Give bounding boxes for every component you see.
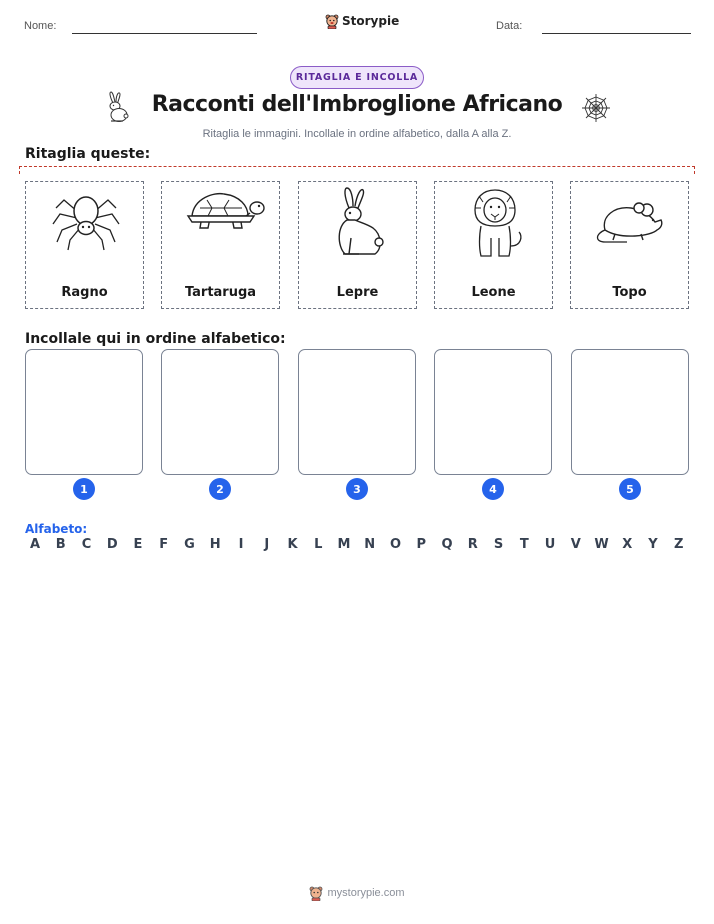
alphabet-letter: P	[416, 537, 427, 552]
alphabet-letter: B	[55, 537, 66, 552]
brand-name: Storypie	[342, 14, 400, 28]
paste-slot-3[interactable]	[298, 349, 416, 475]
mouse-icon	[571, 186, 690, 266]
card-label: Leone	[471, 285, 516, 300]
alphabet-letter: U	[544, 537, 556, 552]
lion-icon	[435, 186, 554, 266]
alphabet-letter: T	[519, 537, 529, 552]
alphabet-letter: D	[106, 537, 118, 552]
alphabet-letter: R	[467, 537, 478, 552]
alphabet-letter: Y	[648, 537, 658, 552]
cut-card-topo[interactable]	[570, 181, 689, 309]
cut-card-ragno[interactable]	[25, 181, 144, 309]
paste-slot-4[interactable]	[434, 349, 552, 475]
storypie-mascot-icon	[325, 13, 339, 29]
slot-number-2: 2	[209, 478, 231, 500]
alphabet-row	[25, 537, 689, 552]
alphabet-letter: J	[264, 537, 270, 552]
alphabet-letter: V	[570, 537, 581, 552]
date-line	[542, 33, 691, 34]
alphabet-letter: H	[209, 537, 221, 552]
date-label: Data:	[496, 20, 523, 32]
worksheet-header	[0, 0, 714, 40]
spiderweb-icon	[580, 92, 612, 124]
slot-number-5: 5	[619, 478, 641, 500]
card-label: Lepre	[336, 285, 379, 300]
footer	[0, 885, 714, 901]
alphabet-letter: S	[493, 537, 504, 552]
name-label: Nome:	[24, 20, 57, 32]
paste-slot-1[interactable]	[25, 349, 143, 475]
alphabet-letter: N	[364, 537, 376, 552]
alphabet-letter: C	[81, 537, 92, 552]
alphabet-letter: L	[314, 537, 323, 552]
alphabet-title: Alfabeto:	[25, 522, 88, 536]
alphabet-letter: X	[622, 537, 633, 552]
cut-section-label: Ritaglia queste:	[25, 146, 151, 162]
alphabet-letter: W	[594, 537, 609, 552]
card-label: Ragno	[61, 285, 108, 300]
alphabet-letter: G	[184, 537, 195, 552]
alphabet-letter: E	[133, 537, 143, 552]
storypie-mascot-icon	[309, 885, 323, 901]
card-label: Topo	[612, 285, 647, 300]
slot-number-1: 1	[73, 478, 95, 500]
card-label: Tartaruga	[184, 285, 257, 300]
spider-icon	[26, 186, 145, 266]
hare-icon	[299, 186, 418, 266]
alphabet-letter: Q	[441, 537, 453, 552]
alphabet-letter: K	[287, 537, 298, 552]
alphabet-letter: O	[389, 537, 402, 552]
alphabet-letter: M	[337, 537, 351, 552]
page-title: Racconti dell'Imbroglione Africano	[151, 92, 563, 117]
activity-badge: RITAGLIA E INCOLLA	[290, 66, 424, 89]
cut-card-lepre[interactable]	[298, 181, 417, 309]
instructions: Ritaglia le immagini. Incollale in ordine alfabetico, dalla A alla Z.	[202, 128, 512, 140]
paste-section-label: Incollale qui in ordine alfabetico:	[25, 331, 286, 347]
cut-card-tartaruga[interactable]	[161, 181, 280, 309]
alphabet-letter: A	[29, 537, 41, 552]
paste-slot-2[interactable]	[161, 349, 279, 475]
cut-line	[19, 166, 695, 174]
slot-number-3: 3	[346, 478, 368, 500]
turtle-icon	[162, 186, 281, 266]
name-line	[72, 33, 257, 34]
alphabet-letter: F	[159, 537, 169, 552]
slot-number-4: 4	[482, 478, 504, 500]
paste-slot-5[interactable]	[571, 349, 689, 475]
alphabet-letter: Z	[674, 537, 684, 552]
cut-card-leone[interactable]	[434, 181, 553, 309]
brand-logo	[325, 13, 399, 29]
footer-url: mystorypie.com	[327, 887, 405, 899]
rabbit-icon	[103, 91, 131, 123]
alphabet-letter: I	[238, 537, 244, 552]
